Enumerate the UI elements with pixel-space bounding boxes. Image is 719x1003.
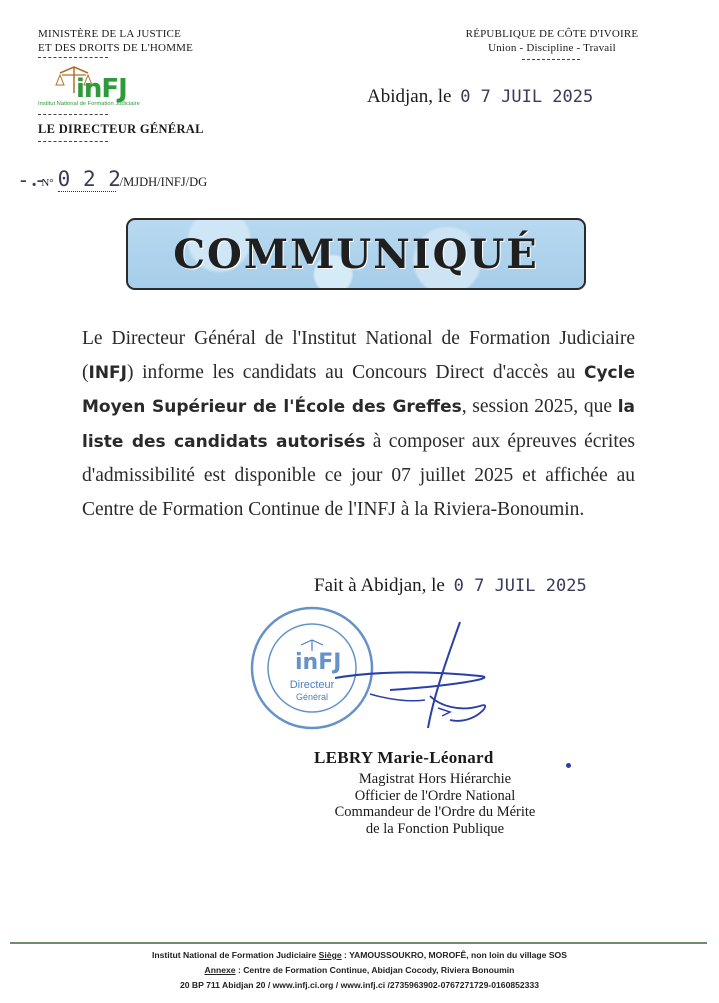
reference-suffix: /MJDH/INFJ/DG — [119, 175, 208, 189]
body-bold: INFJ — [88, 363, 127, 384]
body-text: à composer aux épreuves écrites d'admissibilité est disponible ce jour 07 juillet 2025 et affichée au Centre de Formation Continue de l'INFJ à la Riviera-Bonoumin. — [82, 430, 635, 521]
footer-line-2 — [0, 965, 719, 975]
date-line — [367, 86, 593, 108]
svg-text:inFJ: inFJ — [76, 74, 127, 104]
reference-number: 0 2 2 — [57, 167, 121, 191]
signatory-line-2: Officier de l'Ordre National — [354, 787, 516, 804]
footer-line-3: 20 BP 711 Abidjan 20 / www.infj.ci.org / www.infj.ci /2735963902-0767271729-0160852333 — [179, 980, 540, 990]
body-text: , session 2025, que — [461, 396, 618, 418]
signatory-titles — [290, 771, 580, 837]
ministry-line-1: MINISTÈRE DE LA JUSTICE — [38, 28, 182, 40]
body-bold: la liste des candidats autorisés — [82, 397, 635, 452]
infj-logo — [38, 63, 188, 113]
body-text: ) informe les candidats au Concours Direct d'accès au — [127, 362, 584, 384]
body-text: Le Directeur Général de l'Institut National de Formation Judiciaire ( — [82, 328, 635, 384]
handwritten-mark: - .- — [20, 169, 44, 191]
footer-text: Siège — [318, 950, 342, 960]
signatory-name: LEBRY Marie-Léonard — [314, 748, 494, 767]
ministry-line-2: ET DES DROITS DE L'HOMME — [38, 42, 194, 54]
footer-text: Institut National de Formation Judiciaire — [152, 950, 319, 960]
footer-text: : YAMOUSSOUKRO, MOROFÊ, non loin du village SOS — [341, 950, 567, 960]
signatory-line-3: Commandeur de l'Ordre du Mérite — [334, 804, 536, 820]
signatory-line-4: de la Fonction Publique — [365, 820, 505, 837]
date-stamp: 0 7 JUIL 2025 — [460, 87, 594, 107]
country-heading — [452, 27, 652, 55]
stamp-role-2: Général — [295, 692, 329, 702]
fait-date-stamp: 0 7 JUIL 2025 — [453, 576, 587, 596]
divider — [38, 114, 108, 115]
fait-line — [314, 575, 587, 597]
footer-line-1 — [0, 950, 719, 960]
reference-line — [20, 167, 207, 192]
stamp-role-1: Directeur — [289, 679, 335, 691]
signature-icon — [330, 616, 500, 736]
country-name: RÉPUBLIQUE DE CÔTE D'IVOIRE — [465, 28, 639, 40]
signatory-line-1: Magistrat Hors Hiérarchie — [358, 771, 512, 787]
logo-caption: Institut National de Formation Judiciaire — [38, 101, 140, 107]
title-box — [126, 218, 586, 290]
footer-rule — [10, 942, 707, 944]
divider — [522, 59, 580, 60]
ministry-heading — [38, 27, 193, 55]
director-title: LE DIRECTEUR GÉNÉRAL — [38, 122, 204, 136]
page-title: COMMUNIQUÉ — [173, 230, 539, 278]
signature — [330, 616, 500, 736]
fait-prefix: Fait à Abidjan, le — [314, 575, 445, 596]
signature-dot — [566, 763, 571, 768]
date-prefix: Abidjan, le — [367, 86, 452, 107]
reference-prefix: N° — [41, 177, 54, 189]
divider — [38, 141, 108, 142]
footer-text: : Centre de Formation Continue, Abidjan Cocody, Riviera Bonoumin — [235, 965, 515, 975]
svg-text:inFJ: inFJ — [295, 650, 342, 675]
body-bold: Cycle Moyen Supérieur de l'École des Greffes — [82, 363, 635, 418]
country-motto: Union - Discipline - Travail — [488, 42, 616, 54]
divider — [38, 57, 108, 58]
footer-text: Annexe — [204, 965, 236, 975]
communique-body — [82, 322, 635, 527]
